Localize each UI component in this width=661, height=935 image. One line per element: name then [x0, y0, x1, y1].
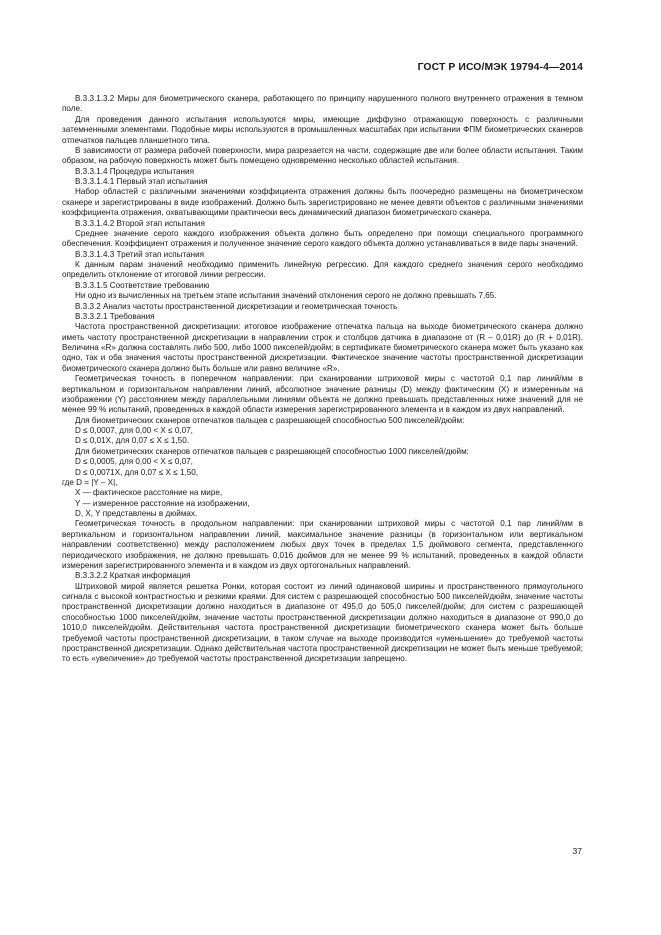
document-header: ГОСТ Р ИСО/МЭК 19794-4—2014 [417, 62, 583, 73]
paragraph: К данным парам значений необходимо применить линейную регрессию. Для каждого среднего значения серого необходимо определить отклонение от итоговой линии регрессии. [62, 260, 583, 280]
paragraph: Для биометрических сканеров отпечатков пальцев с разрешающей способностью 1000 пикселей/дюйм: [75, 446, 469, 456]
paragraph: В.3.3.1.3.2 Миры для биометрического сканера, работающего по принципу нарушенного полного внутреннего отражения в темном поле. [62, 94, 583, 114]
formula: D ≤ 0,0071X, для 0,07 ≤ X ≤ 1,50, [75, 467, 199, 477]
document-body [62, 94, 583, 665]
where-clause: где D = |Y – X|, [62, 477, 118, 487]
paragraph: Набор областей с различными значениями коэффициента отражения должны быть поочередно размещены на биометрическом сканере и зарегистрированы в виде изображений. Должно быть зарегистрировано не менее девяти объектов с различными значениями коэффициента отражения, охватывающими практически весь динамический диапазон биометрического сканера. [62, 187, 583, 218]
paragraph: В зависимости от размера рабочей поверхности, мира разрезается на части, содержащие две или более области испытания. Таким образом, на рабочую поверхность может быть помещено одновременно несколько областей испытания. [62, 145, 583, 166]
section-heading: В.3.3.2.1 Требования [75, 311, 155, 321]
paragraph: Геометрическая точность в продольном направлении: при сканировании штриховой миры с частотой 0,1 пар линий/мм в вертикальном и горизонтальном направлении линий, максимальное значение разницы (в горизонтальном или вертикальном направлении соответственно) между расположением любых двух точек в пределах 1,5 дюймового сегмента, представленного периодического изображения, не должно превышать 0,016 дюймов для не менее 99 % испытаний, проведенных в каждой области измерения зарегистрированного элемента и в каждом из двух ортогональных направлений. [62, 519, 583, 570]
formula: D ≤ 0,0005, для 0,00 < X ≤ 0,07, [75, 457, 193, 467]
page-number: 37 [572, 846, 582, 856]
paragraph: Для биометрических сканеров отпечатков пальцев с разрешающей способностью 500 пикселей/дюйм: [75, 415, 465, 425]
section-heading: В.3.3.2 Анализ частоты пространственной дискретизации и геометрическая точность [75, 301, 398, 311]
definition-item: Y — измеренное расстояние на изображении, [75, 498, 250, 508]
paragraph: Штриховой мирой является решетка Ронки, которая состоит из линий одинаковой ширины и пространственного прямоугольного сигнала с высокой контрастностью и резкими краями. Для систем с разрешающей способностью 500 пикселей/дюйм, значение частоты пространственной дискретизации должно находиться в диапазоне от 495,0 до 505,0 пикселей/дюйм; для систем с разрешающей способностью 1000 пикселей/дюйм, значение частоты пространственной дискретизации должно находиться в диапазоне от 990,0 до 1010,0 пикселей/дюйм. Действительная частота пространственной дискретизации биометрического сканера может быть больше требуемой частоты пространственной дискретизации, в таком случае на выходе производится «уменьшение» до требуемой частоты пространственной дискретизации. Однако действительная частота пространственной дискретизации не может быть меньше требуемой; то есть «увеличение» до требуемой частоты пространственной дискретизации запрещено. [62, 581, 583, 664]
formula: D ≤ 0,01X, для 0,07 ≤ X ≤ 1,50. [75, 436, 189, 446]
paragraph: Частота пространственной дискретизации: итоговое изображение отпечатка пальца на выходе биометрического сканера должно иметь частоту пространственной дискретизации в направлении строк и столбцов датчика в диапазоне от (R – 0,01R) до (R + 0,01R). Величина «R» должна составлять либо 500, либо 1000 пикселей/дюйм; в сертификате биометрического сканера может быть указано как одно, так и оба значения частоты пространственной дискретизации. Фактическое значение частоты пространственной дискретизации биометрического сканера должно быть больше или равно величине «R». [62, 322, 583, 373]
section-heading: В.3.3.2.2 Краткая информация [75, 571, 191, 581]
formula: D ≤ 0,0007, для 0,00 < X ≤ 0,07, [75, 426, 193, 435]
paragraph: Геометрическая точность в поперечном направлении: при сканировании штриховой миры с частотой 0,1 пар линий/мм в вертикальном и горизонтальном направлении линий, абсолютное значение разницы (D) между фактическим (X) и измеренным на изображении (Y) расстоянием между параллельными линиями объекта не должно превышать представленных ниже значений для не менее 99 % испытаний, проведенных в каждой области измерения зарегистрированного элемента и в каждом из двух направлений. [62, 374, 583, 415]
section-heading: В.3.3.1.4 Процедура испытания [75, 166, 194, 176]
paragraph: Для проведения данного испытания используются миры, имеющие диффузно отражающую поверхность с различными затемненными элементами. Подобные миры используются в промышленных масштабах при испытании ФПМ биометрических сканеров отпечатков пальцев планшетного типа. [62, 114, 583, 145]
section-heading: В.3.3.1.5 Соответствие требованию [75, 280, 210, 290]
paragraph: Среднее значение серого каждого изображения объекта должно быть определено при помощи специального программного обеспечения. Коэффициент отражения и полученное значение серого каждого объекта должно устанавливаться в виде пары значений. [62, 228, 583, 249]
definition-item: X — фактическое расстояние на мире, [75, 488, 223, 498]
section-heading: В.3.3.1.4.3 Третий этап испытания [75, 249, 205, 259]
section-heading: В.3.3.1.4.2 Второй этап испытания [75, 218, 205, 228]
paragraph: Ни одно из вычисленных на третьем этапе испытания значений отклонения серого не должно превышать 7,65. [75, 291, 497, 301]
definition-item: D, X, Y представлены в дюймах. [75, 509, 198, 518]
section-heading: В.3.3.1.4.1 Первый этап испытания [75, 177, 208, 186]
